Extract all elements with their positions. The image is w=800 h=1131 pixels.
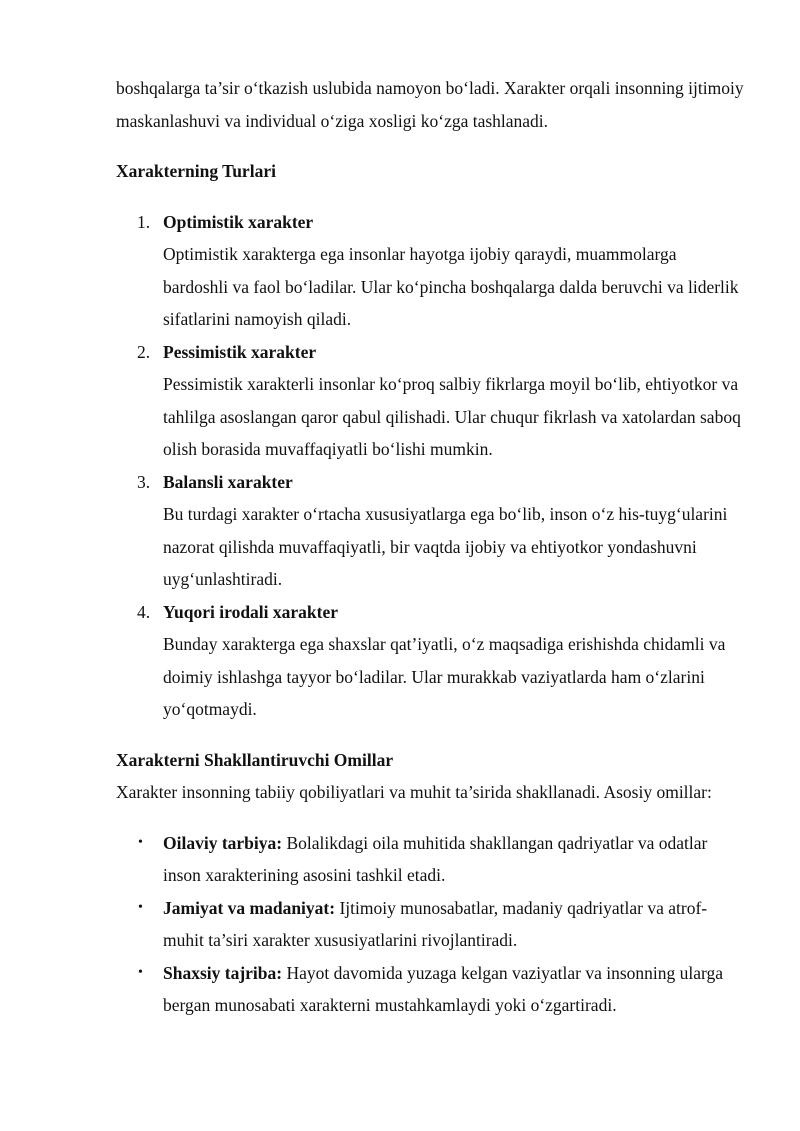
list-item [116, 827, 746, 892]
list-item-text: Optimistik xarakterga ega insonlar hayotga ijobiy qaraydi, muammolarga bardoshli va faol bo‘ladilar. Ular ko‘pincha boshqalarga dalda beruvchi va liderlik sifatlarini namoyish qiladi. [163, 244, 739, 329]
bullet-icon: • [138, 834, 143, 850]
list-item-title: Optimistik xarakter [163, 211, 314, 232]
factor-text: Hayot davomida yuzaga kelgan vaziyatlar va insonning ularga bergan munosabati xarakterni mustahkamlaydi yoki o‘zgartiradi. [163, 962, 724, 1015]
types-heading: Xarakterning Turlari [116, 161, 276, 181]
list-item [116, 892, 746, 957]
document-page [116, 72, 746, 1022]
factor-text: Bolalikdagi oila muhitida shakllangan qadriyatlar va odatlar inson xarakterining asosini tashkil etadi. [163, 832, 708, 885]
list-item-title: Pessimistik xarakter [163, 341, 317, 362]
factor-term: Oilaviy tarbiya: [163, 832, 283, 853]
list-item-text: Pessimistik xarakterli insonlar ko‘proq salbiy fikrlarga moyil bo‘lib, ehtiyotkor va tahlilga asoslangan qaror qabul qilishadi. Ular chuqur fikrlash va xatolardan saboq olish borasida muvaffaqiyatli bo‘lishi mumkin. [163, 374, 741, 459]
factor-text: Ijtimoiy munosabatlar, madaniy qadriyatlar va atrof-muhit ta’siri xarakter xususiyatlarini rivojlantiradi. [163, 897, 708, 950]
list-item [116, 206, 746, 336]
list-item [116, 596, 746, 726]
types-list [116, 206, 746, 726]
list-item-number: 3. [137, 471, 151, 492]
list-item-text: Bunday xarakterga ega shaxslar qat’iyatli, o‘z maqsadiga erishishda chidamli va doimiy ishlashga tayyor bo‘ladilar. Ular murakkab vaziyatlarda ham o‘zlarini yo‘qotmaydi. [163, 634, 726, 719]
factors-list [116, 827, 746, 1022]
list-item [116, 336, 746, 466]
list-item-title: Yuqori irodali xarakter [163, 601, 339, 622]
list-item-number: 1. [137, 211, 151, 232]
list-item-number: 2. [137, 341, 151, 362]
intro-paragraph: boshqalarga ta’sir o‘tkazish uslubida namoyon bo‘ladi. Xarakter orqali insonning ijtimoiy maskanlashuvi va individual o‘ziga xosligi ko‘zga tashlanadi. [116, 78, 744, 131]
list-item-number: 4. [137, 601, 151, 622]
list-item [116, 957, 746, 1022]
factor-term: Shaxsiy tajriba: [163, 962, 283, 983]
factor-term: Jamiyat va madaniyat: [163, 897, 336, 918]
list-item-title: Balansli xarakter [163, 471, 293, 492]
bullet-icon: • [138, 964, 143, 980]
factors-heading: Xarakterni Shakllantiruvchi Omillar [116, 749, 394, 770]
factors-intro: Xarakter insonning tabiiy qobiliyatlari va muhit ta’sirida shakllanadi. Asosiy omillar: [116, 782, 712, 802]
bullet-icon: • [138, 899, 143, 915]
list-item [116, 466, 746, 596]
list-item-text: Bu turdagi xarakter o‘rtacha xususiyatlarga ega bo‘lib, inson o‘z his-tuyg‘ularini nazorat qilishda muvaffaqiyatli, bir vaqtda ijobiy va ehtiyotkor yondashuvni uyg‘unlashtiradi. [163, 504, 728, 589]
